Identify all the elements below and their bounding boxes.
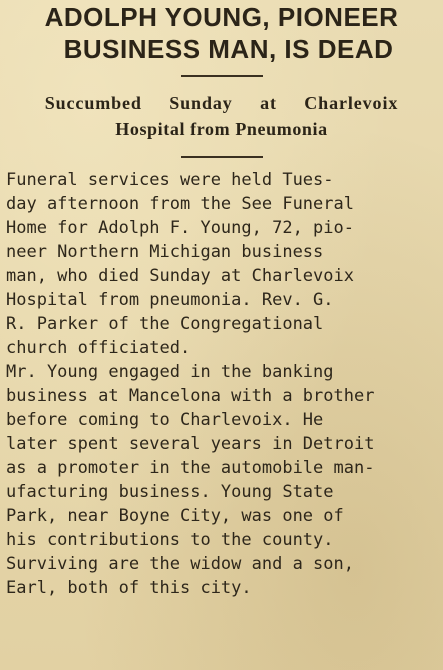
body-line: business at Mancelona with a brother [6, 386, 375, 406]
headline-line-2: BUSINESS MAN, IS DEAD [63, 34, 394, 64]
body-line: his contributions to the county. [6, 530, 334, 550]
body-line: ufacturing business. Young State [6, 482, 334, 502]
body-line: man, who died Sunday at Charlevoix [6, 266, 354, 286]
headline-divider [181, 75, 263, 77]
body-line: Surviving are the widow and a son, [6, 554, 354, 574]
body-line: church officiated. [6, 338, 191, 358]
body-line: Earl, both of this city. [6, 578, 252, 598]
body-line: Hospital from pneumonia. Rev. G. [6, 290, 334, 310]
body-line: later spent several years in Detroit [6, 434, 375, 454]
body-line: Home for Adolph F. Young, 72, pio- [6, 218, 354, 238]
body-line: Mr. Young engaged in the banking [6, 362, 334, 382]
headline-line-1: ADOLPH YOUNG, PIONEER [44, 2, 399, 32]
body-line: Park, near Boyne City, was one of [6, 506, 344, 526]
body-line: Funeral services were held Tues- [6, 170, 334, 190]
body-line: before coming to Charlevoix. He [6, 410, 324, 430]
subheadline-line-2: Hospital from Pneumonia [115, 119, 328, 139]
subheadline-line-1: Succumbed Sunday at Charlevoix [44, 93, 399, 113]
subheadline-divider [181, 156, 263, 158]
body-line: R. Parker of the Congregational [6, 314, 324, 334]
body-line: neer Northern Michigan business [6, 242, 324, 262]
body-line: day afternoon from the See Funeral [6, 194, 354, 214]
body-line: as a promoter in the automobile man- [6, 458, 375, 478]
